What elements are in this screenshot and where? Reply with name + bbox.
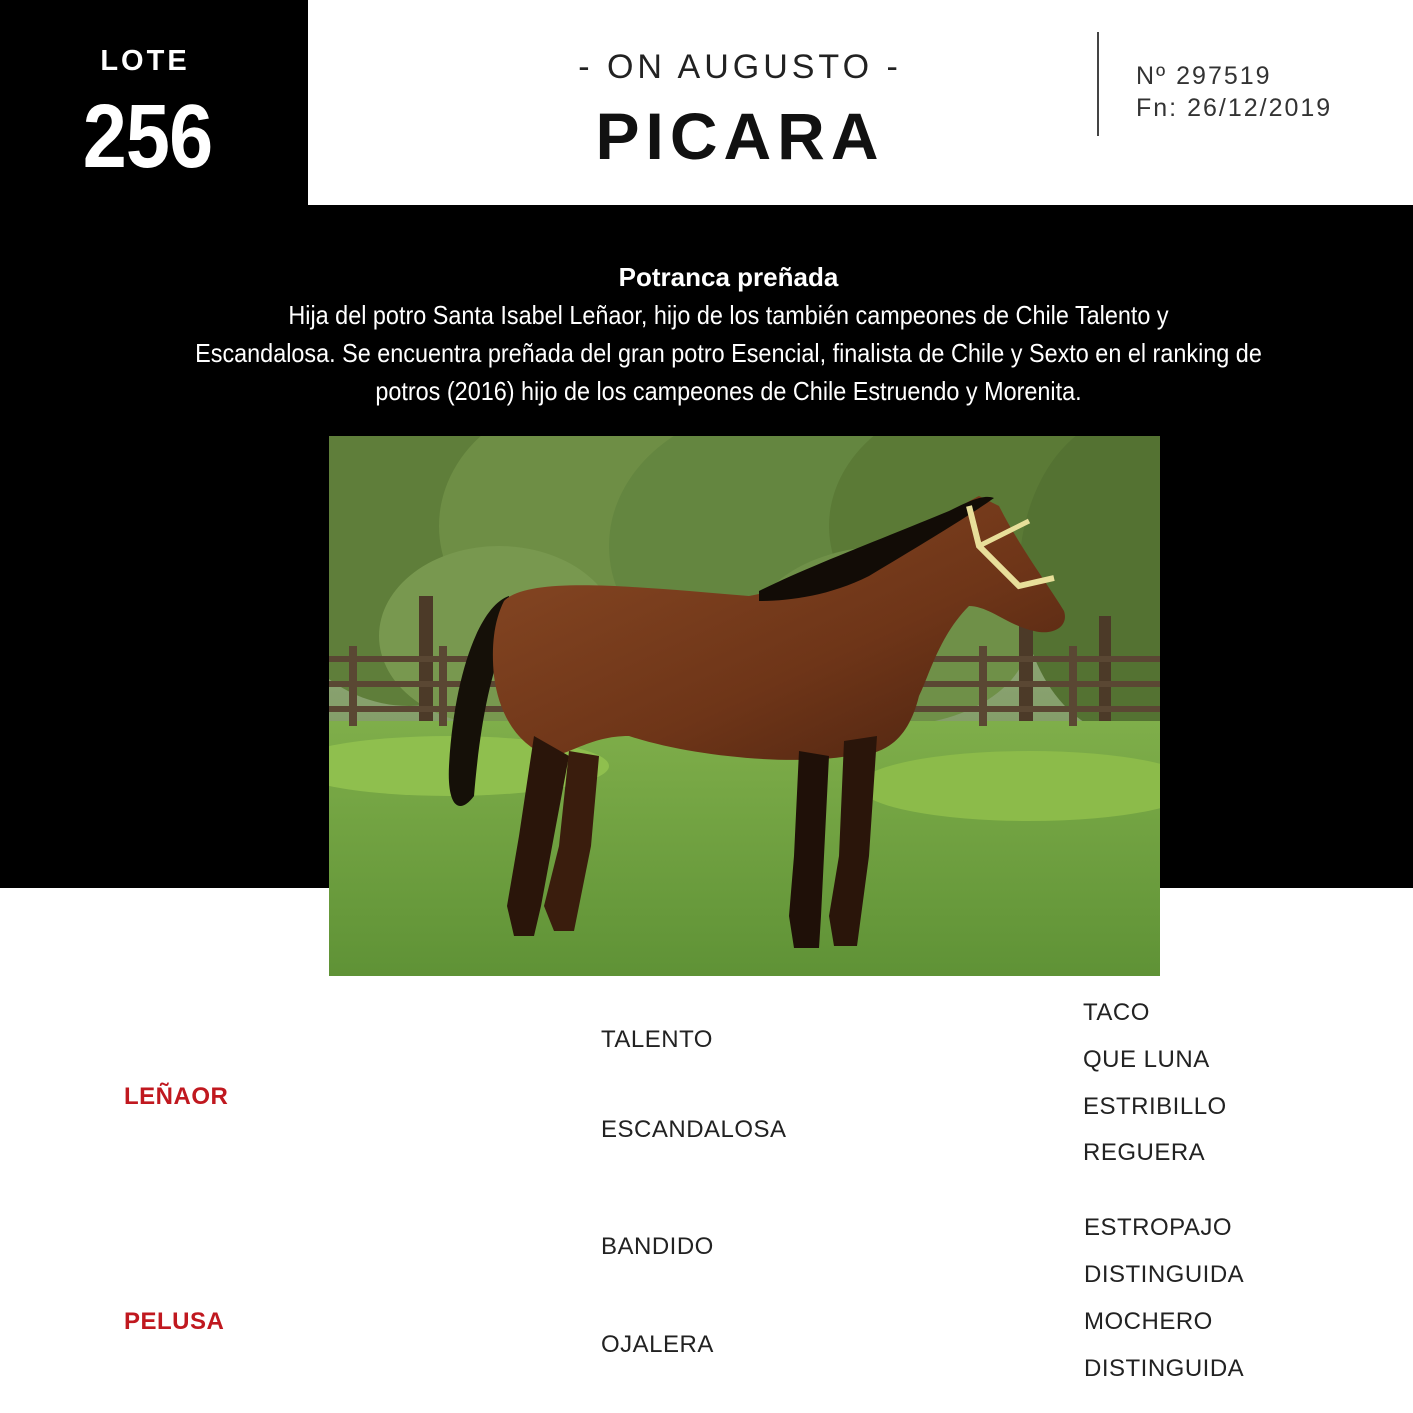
description-title: Potranca preñada	[618, 262, 839, 292]
header-divider	[1097, 32, 1099, 136]
maternal-granddam: OJALERA	[601, 1331, 714, 1358]
registration-info	[1136, 60, 1332, 124]
lot-number: 256	[82, 87, 213, 187]
great-grandparent: QUE LUNA	[1083, 1046, 1210, 1073]
great-grandparent: REGUERA	[1083, 1139, 1206, 1166]
great-grandparent: ESTRIBILLO	[1083, 1093, 1227, 1120]
event-name: - ON AUGUSTO -	[578, 48, 902, 86]
dam-name: PELUSA	[124, 1308, 225, 1335]
maternal-grandsire: BANDIDO	[601, 1233, 714, 1260]
birth-date: Fn: 26/12/2019	[1136, 94, 1333, 122]
description-body	[127, 296, 1330, 410]
description	[60, 258, 1397, 410]
horse-photo	[329, 436, 1160, 976]
great-grandparent: TACO	[1083, 999, 1150, 1026]
lot-label: LOTE	[100, 45, 190, 77]
paternal-grandsire: TALENTO	[601, 1026, 713, 1053]
description-line: Escandalosa. Se encuentra preñada del gran potro Esencial, finalista de Chile y Sexto en el ranking de	[195, 338, 1262, 368]
description-line: Hija del potro Santa Isabel Leñaor, hijo de los también campeones de Chile Talento y	[288, 300, 1169, 330]
sire-name: LEÑAOR	[124, 1083, 229, 1110]
great-grandparent: DISTINGUIDA	[1084, 1261, 1245, 1288]
registration-number: Nº 297519	[1136, 62, 1272, 90]
lot-box	[0, 0, 308, 206]
great-grandparent: MOCHERO	[1084, 1308, 1213, 1335]
description-line: potros (2016) hijo de los campeones de Chile Estruendo y Morenita.	[375, 376, 1082, 406]
great-grandparent: DISTINGUIDA	[1084, 1355, 1245, 1382]
horse-name: PICARA	[595, 99, 885, 173]
great-grandparent: ESTROPAJO	[1084, 1214, 1233, 1241]
paternal-granddam: ESCANDALOSA	[601, 1116, 787, 1143]
